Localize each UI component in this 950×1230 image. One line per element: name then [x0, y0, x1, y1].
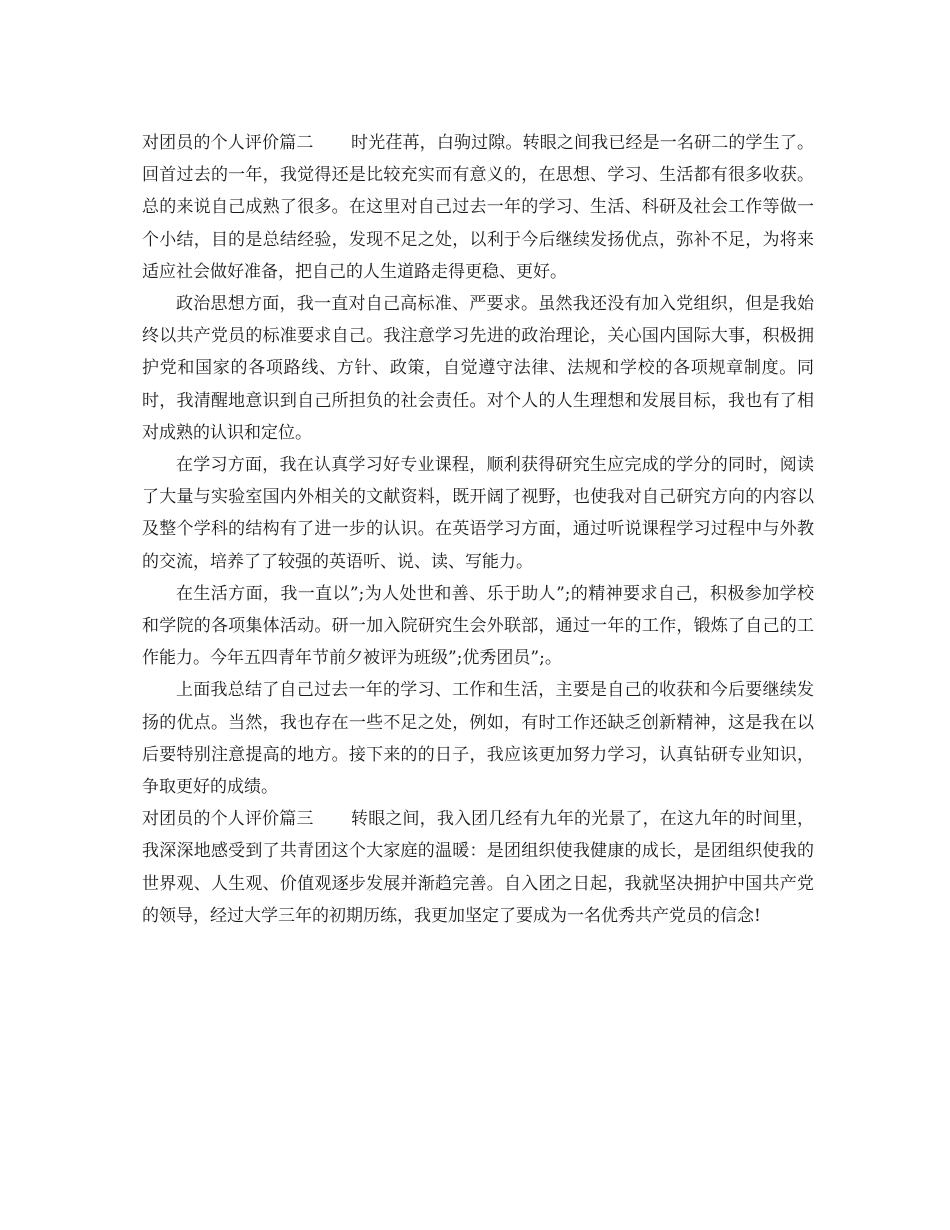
paragraph-life: 在生活方面，我一直以”;为人处世和善、乐于助人”;的精神要求自己，积极参加学校和学院的各项集体活动。研一加入院研究生会外联部，通过一年的工作，锻炼了自己的工作能力。今年五四青年节前夕被评为班级”;优秀团员”;。: [142, 583, 814, 669]
section-two-lead-text: 时光荏苒，白驹过隙。转眼之间我已经是一名研二的学生了。回首过去的一年，我觉得还是比较充实而有意义的，在思想、学习、生活都有很多收获。总的来说自己成熟了很多。在这里对自己过去一年的学习、生活、科研及社会工作等做一个小结，目的是总结经验，发现不足之处，以利于今后继续发扬优点，弥补不足，为将来适应社会做好准备，把自己的人生道路走得更稳、更好。: [142, 133, 814, 282]
section-three-heading: 对团员的个人评价篇三: [142, 809, 314, 830]
section-two-heading: 对团员的个人评价篇二: [142, 133, 314, 153]
paragraph-summary: 上面我总结了自己过去一年的学习、工作和生活，主要是自己的收获和今后要继续发扬的优点。当然，我也存在一些不足之处，例如，有时工作还缺乏创新精神，这是我在以后要特别注意提高的地方。接下来的的日子，我应该更加努力学习，认真钻研专业知识，争取更好的成绩。: [142, 680, 814, 798]
paragraph-political: 政治思想方面，我一直对自己高标准、严要求。虽然我还没有加入党组织，但是我始终以共产党员的标准要求自己。我注意学习先进的政治理论，关心国内国际大事，积极拥护党和国家的各项路线、方针、政策，自觉遵守法律、法规和学校的各项规章制度。同时，我清醒地意识到自己所担负的社会责任。对个人的人生理想和发展目标，我也有了相对成熟的认识和定位。: [142, 294, 814, 443]
section-three-lead-text: 转眼之间，我入团几经有九年的光景了，在这九年的时间里，我深深地感受到了共青团这个大家庭的温暖：是团组织使我健康的成长，是团组织使我的世界观、人生观、价值观逐步发展并渐趋完善。自入团之日起，我就坚决拥护中国共产党的领导，经过大学三年的初期历练，我更加坚定了要成为一名优秀共产党员的信念!: [142, 809, 814, 926]
paragraph-study: 在学习方面，我在认真学习好专业课程，顺利获得研究生应完成的学分的同时，阅读了大量与实验室国内外相关的文献资料，既开阔了视野，也使我对自己研究方向的内容以及整个学科的结构有了进一步的认识。在英语学习方面，通过听说课程学习过程中与外教的交流，培养了了较强的英语听、说、读、写能力。: [142, 455, 814, 572]
section-two-lead: [142, 127, 814, 288]
section-three-lead: [142, 803, 814, 932]
document-body: [142, 127, 814, 932]
